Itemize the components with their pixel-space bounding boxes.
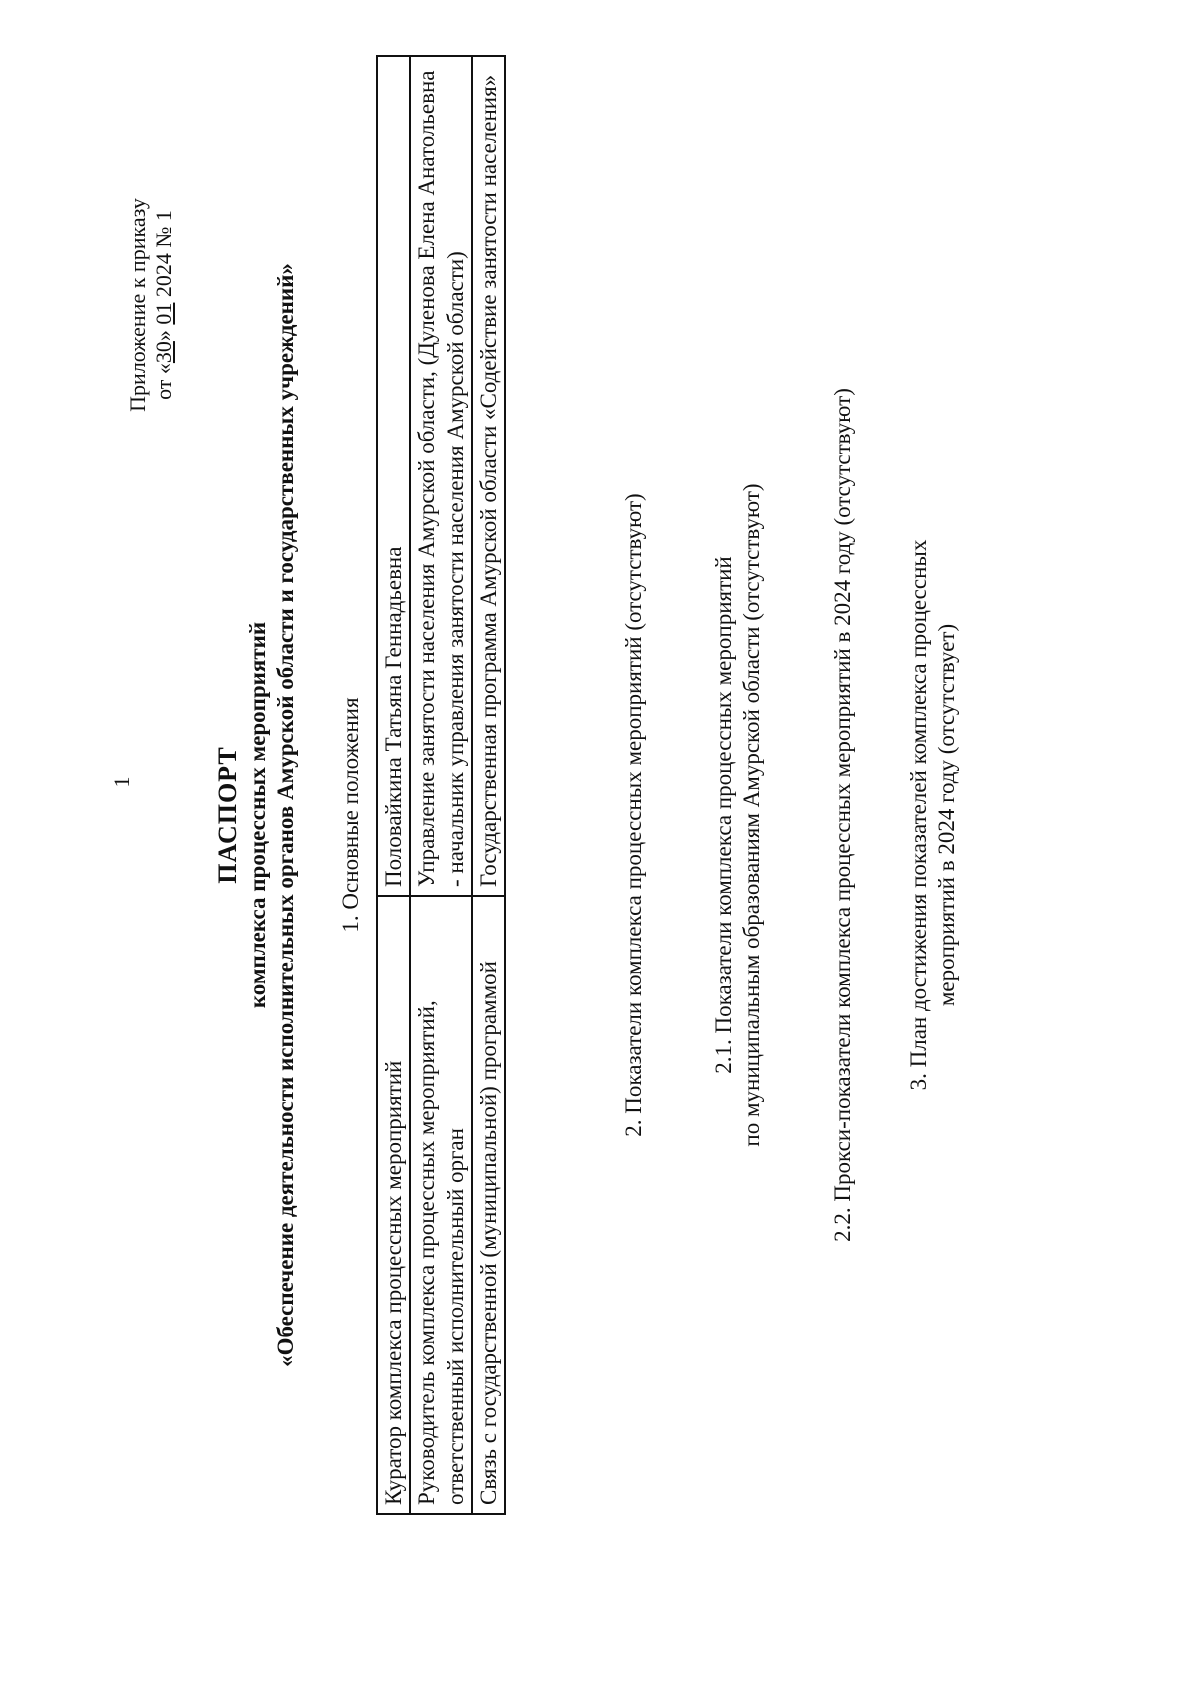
- table-row: [472, 56, 505, 1514]
- appendix-line-2: [151, 135, 177, 475]
- appendix-date-sep: »: [151, 324, 176, 342]
- basics-table: [376, 55, 506, 1515]
- section-2-1-line-2: по муниципальным образованиям Амурской области (отсутствуют): [739, 483, 764, 1147]
- appendix-date-day: 30: [151, 341, 176, 364]
- section-1-heading: 1. Основные положения: [338, 697, 363, 933]
- appendix-line-1: Приложение к приказу: [125, 198, 150, 412]
- table-row: [410, 56, 472, 1514]
- document-subtitle-2: «Обеспечение деятельности исполнительных органов Амурской области и государственных учреждений»: [273, 263, 298, 1367]
- section-3-line-1: 3. План достижения показателей комплекса процессных: [906, 539, 931, 1091]
- table-cell-key: Связь с государственной (муниципальной) программой: [472, 896, 505, 1514]
- table-cell-value: Управление занятости населения Амурской области, (Дуленова Елена Анатольевна - начальник управления занятости населения Амурской области): [410, 56, 472, 896]
- table-cell-key: Куратор комплекса процессных мероприятий: [377, 896, 410, 1514]
- appendix-note: [125, 135, 177, 475]
- section-2-1-heading: [710, 190, 766, 1440]
- appendix-date-prefix: от «: [151, 363, 176, 400]
- section-2-1-line-1: 2.1. Показатели комплекса процессных мероприятий: [711, 556, 736, 1074]
- document-subtitle-1: комплекса процессных мероприятий: [245, 621, 270, 1009]
- section-3-line-2: мероприятий в 2024 году (отсутствует): [934, 623, 959, 1007]
- appendix-date-month: 01: [151, 302, 176, 325]
- table-cell-key: Руководитель комплекса процессных мероприятий, ответственный исполнительный орган: [410, 896, 472, 1514]
- section-3-heading: [905, 190, 961, 1440]
- section-2-heading: 2. Показатели комплекса процессных мероприятий (отсутствуют): [621, 493, 646, 1137]
- page-number: 1: [109, 776, 134, 788]
- table-row: [377, 56, 410, 1514]
- table-cell-value: Государственная программа Амурской области «Содействие занятости населения»: [472, 56, 505, 896]
- appendix-date-rest: 2024 № 1: [151, 210, 176, 303]
- table-cell-value: Половайкина Татьяна Геннадьевна: [377, 56, 410, 896]
- document-page: [105, 30, 1105, 1600]
- section-2-2-heading: 2.2. Прокси-показатели комплекса процессных мероприятий в 2024 году (отсутствуют): [830, 388, 855, 1242]
- document-title: ПАСПОРТ: [213, 746, 242, 884]
